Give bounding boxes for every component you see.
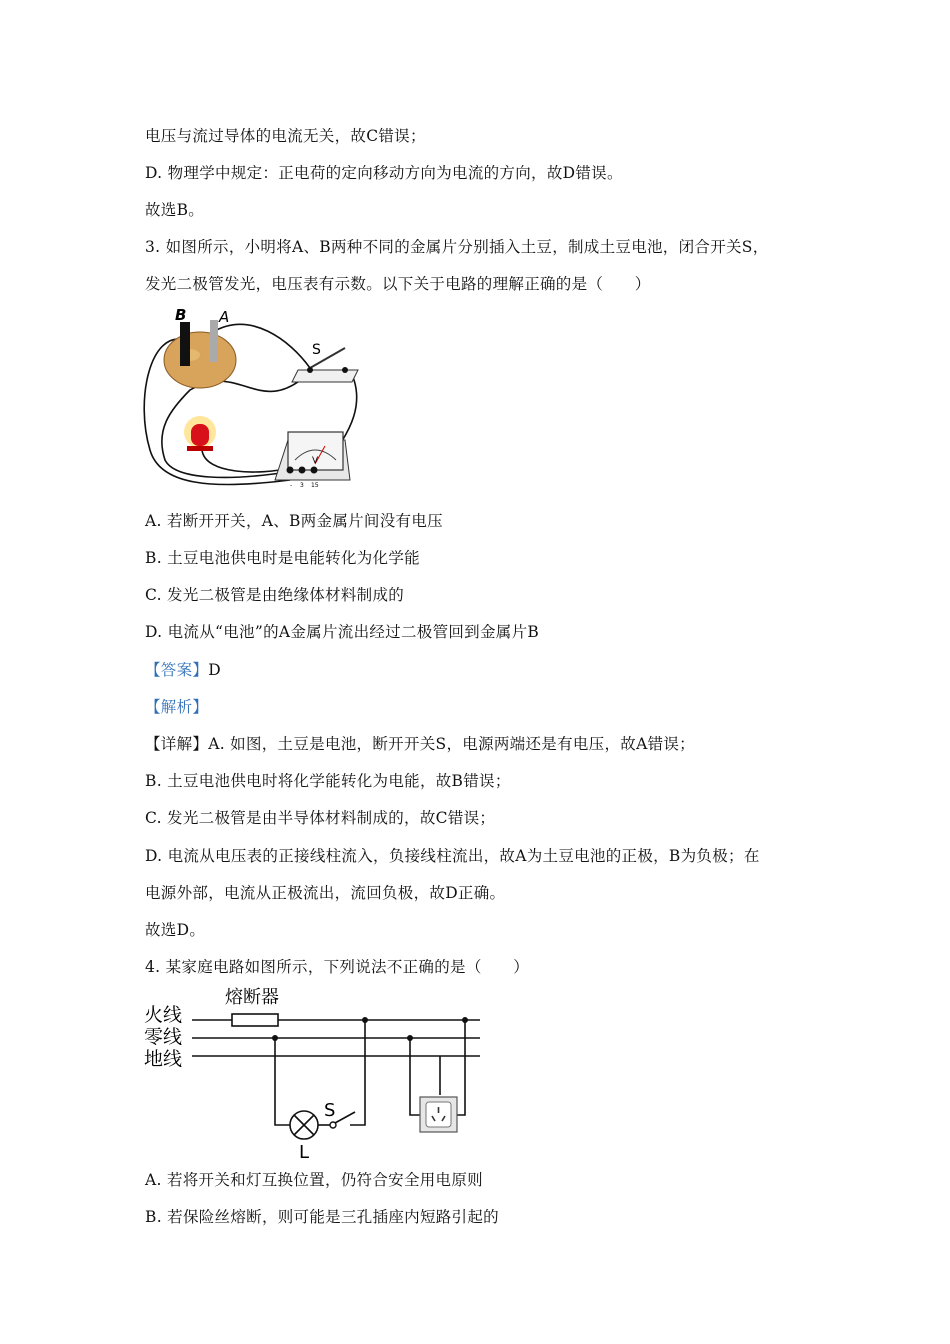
plate-a-label: A <box>219 308 230 326</box>
led-base <box>187 446 213 451</box>
switch-base <box>292 370 358 382</box>
ground-wire-label: 地线 <box>144 1048 183 1070</box>
option-b: B. 土豆电池供电时是电能转化为化学能 <box>145 549 420 567</box>
explanation-line: D. 电流从电压表的正接线柱流入，负接线柱流出，故A为土豆电池的正极，B为负极；在 <box>145 847 760 865</box>
socket-face <box>426 1102 451 1127</box>
analysis-tag: 【解析】 <box>145 698 209 716</box>
voltmeter-terminal <box>287 467 294 474</box>
potato <box>164 332 236 388</box>
option-d: D. 电流从“电池”的A金属片流出经过二极管回到金属片B <box>145 623 540 641</box>
answer-line <box>145 660 221 680</box>
potato-battery-circuit-figure <box>140 300 370 495</box>
explanation-line: C. 发光二极管是由半导体材料制成的，故C错误； <box>145 809 496 827</box>
answer-value: D <box>208 661 221 679</box>
plate-b-label: B <box>175 306 187 324</box>
voltmeter-label: V <box>312 456 319 466</box>
question-3-stem: 发光二极管发光，电压表有示数。以下关于电路的理解正确的是（ ） <box>145 275 651 293</box>
text-line: D. 物理学中规定：正电荷的定向移动方向为电流的方向，故D错误。 <box>145 164 623 182</box>
fuse-label: 熔断器 <box>225 987 279 1008</box>
led <box>191 424 209 446</box>
metal-plate-b <box>180 322 190 366</box>
lamp-label: L <box>299 1142 310 1160</box>
option-b: B. 若保险丝熔断，则可能是三孔插座内短路引起的 <box>145 1208 499 1226</box>
switch-terminal <box>307 367 313 373</box>
explanation-line: B. 土豆电池供电时将化学能转化为电能，故B错误； <box>145 772 511 790</box>
lamp-branch <box>350 1020 365 1125</box>
switch-blade <box>335 1112 355 1123</box>
voltmeter-terminal <box>299 467 306 474</box>
terminal-label: 15 <box>311 482 319 489</box>
terminal-label: 3 <box>300 482 304 489</box>
detail-tag: 【详解】 <box>145 735 209 753</box>
option-a: A. 若断开开关，A、B两金属片间没有电压 <box>145 512 443 530</box>
switch-label: S <box>324 1100 336 1121</box>
switch-terminal <box>342 367 348 373</box>
answer-tag: 【答案】 <box>145 661 209 679</box>
switch-label: S <box>312 342 321 358</box>
detail-line <box>145 734 695 754</box>
socket-branch <box>410 1038 420 1115</box>
terminal-label: - <box>290 482 293 489</box>
household-circuit-figure <box>140 985 490 1160</box>
option-a: A. 若将开关和灯互换位置，仍符合安全用电原则 <box>145 1171 483 1189</box>
option-c: C. 发光二极管是由绝缘体材料制成的 <box>145 586 405 604</box>
fuse <box>232 1014 278 1026</box>
neutral-wire-label: 零线 <box>144 1026 183 1048</box>
text-line: 故选B。 <box>145 201 205 219</box>
metal-plate-a <box>210 320 218 362</box>
lamp-branch <box>275 1038 290 1125</box>
question-4-stem: 4. 某家庭电路如图所示，下列说法不正确的是（ ） <box>145 958 530 976</box>
detail-text: A. 如图，土豆是电池，断开开关S，电源两端还是有电压，故A错误； <box>208 735 695 753</box>
text-line: 电压与流过导体的电流无关，故C错误； <box>145 127 426 145</box>
live-wire-label: 火线 <box>144 1004 183 1026</box>
explanation-line: 电源外部，电流从正极流出，流回负极，故D正确。 <box>145 884 506 902</box>
question-3-stem: 3. 如图所示，小明将A、B两种不同的金属片分别插入土豆，制成土豆电池，闭合开关S， <box>145 238 769 256</box>
voltmeter-terminal <box>311 467 318 474</box>
explanation-line: 故选D。 <box>145 921 206 939</box>
wire <box>202 450 290 472</box>
